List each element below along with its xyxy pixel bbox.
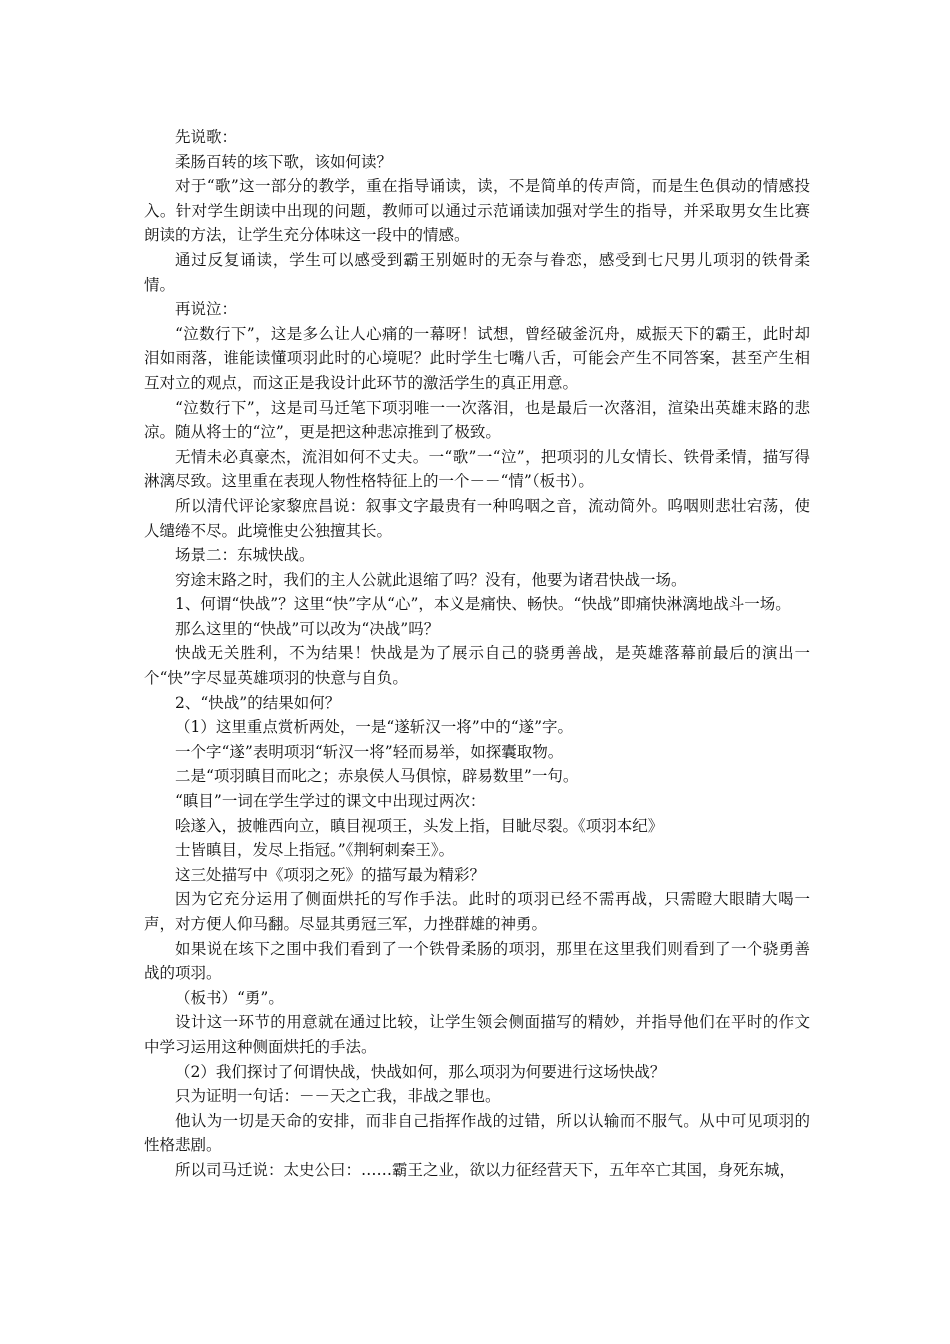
paragraph: （1）这里重点赏析两处，一是“遂斩汉一将”中的“遂”字。 bbox=[175, 718, 574, 737]
paragraph: 因为它充分运用了侧面烘托的写作手法。此时的项羽已经不需再战，只需瞪大眼睛大喝一声，对方便人仰马翻。尽显其勇冠三军，力挫群雄的神勇。 bbox=[144, 890, 810, 933]
paragraph: 对于“歌”这一部分的教学，重在指导诵读，读，不是简单的传声筒，而是生色俱动的情感投入。针对学生朗读中出现的问题，教师可以通过示范诵读加强对学生的指导，并采取男女生比赛朗读的方法，让学生充分体味这一段中的情感。 bbox=[144, 177, 810, 245]
paragraph: 这三处描写中《项羽之死》的描写最为精彩？ bbox=[175, 865, 486, 884]
paragraph: 通过反复诵读，学生可以感受到霸王别姬时的无奈与眷恋，感受到七尺男儿项羽的铁骨柔情。 bbox=[144, 250, 810, 294]
paragraph: 所以清代评论家黎庶昌说：叙事文字最贵有一种呜咽之音，流动简外。呜咽则悲壮宕荡，使人缱绻不尽。此境惟史公独擅其长。 bbox=[144, 496, 810, 540]
paragraph: 他认为一切是天命的安排，而非自己指挥作战的过错，所以认输而不服气。从中可见项羽的性格悲剧。 bbox=[144, 1111, 810, 1155]
paragraph: 穷途末路之时，我们的主人公就此退缩了吗？没有，他要为诸君快战一场。 bbox=[175, 570, 687, 589]
paragraph: 一个字“遂”表明项羽“斩汉一将”轻而易举，如探囊取物。 bbox=[175, 742, 564, 761]
paragraph: 1、何谓“快战”？这里“快”字从“心”，本义是痛快、畅快。“快战”即痛快淋漓地战斗一场。 bbox=[175, 595, 791, 614]
paragraph: 场景二：东城快战。 bbox=[175, 546, 315, 565]
paragraph: 士皆瞋目，发尽上指冠。”《荆轲刺秦王》。 bbox=[175, 841, 455, 860]
paragraph: 二是“项羽瞋目而叱之；赤泉侯人马俱惊，辟易数里”一句。 bbox=[175, 767, 579, 786]
paragraph: 所以司马迁说：太史公曰：……霸王之业，欲以力征经营天下，五年卒亡其国，身死东城， bbox=[175, 1160, 796, 1179]
paragraph: 如果说在垓下之围中我们看到了一个铁骨柔肠的项羽，那里在这里我们则看到了一个骁勇善战的项羽。 bbox=[144, 939, 810, 983]
paragraph: “泣数行下”，这是多么让人心痛的一幕呀！试想，曾经破釜沉舟，威振天下的霸王，此时却泪如雨落，谁能读懂项羽此时的心境呢？此时学生七嘴八舌，可能会产生不同答案，甚至产生相互对立的观点，而这正是我设计此环节的激活学生的真正用意。 bbox=[144, 324, 810, 392]
paragraph: 2、“快战”的结果如何？ bbox=[175, 693, 341, 712]
paragraph: “瞋目”一词在学生学过的课文中出现过两次： bbox=[175, 792, 486, 811]
paragraph: 先说歌： bbox=[175, 128, 238, 146]
paragraph: 那么这里的“快战”可以改为“决战”吗？ bbox=[175, 619, 440, 638]
paragraph: 快战无关胜利，不为结果！快战是为了展示自己的骁勇善战，是英雄落幕前最后的演出一个“快”字尽显英雄项羽的快意与自负。 bbox=[144, 644, 810, 688]
paragraph: 无情未必真豪杰，流泪如何不丈夫。一“歌”一“泣”，把项羽的儿女情长、铁骨柔情，描写得淋漓尽致。这里重在表现人物性格特征上的一个－－“情”（板书）。 bbox=[144, 447, 810, 491]
paragraph: “泣数行下”，这是司马迁笔下项羽唯一一次落泪，也是最后一次落泪，渲染出英雄末路的悲凉。随从将士的“泣”，更是把这种悲凉推到了极致。 bbox=[144, 398, 810, 442]
paragraph: 再说泣： bbox=[175, 300, 238, 319]
paragraph: （2）我们探讨了何谓快战，快战如何，那么项羽为何要进行这场快战？ bbox=[175, 1062, 666, 1081]
paragraph: （板书）“勇”。 bbox=[175, 988, 284, 1007]
paragraph: 设计这一环节的用意就在通过比较，让学生领会侧面描写的精妙，并指导他们在平时的作文中学习运用这种侧面烘托的手法。 bbox=[144, 1013, 810, 1056]
paragraph: 柔肠百转的垓下歌，该如何读？ bbox=[175, 152, 393, 171]
paragraph: 只为证明一句话：－－天之亡我，非战之罪也。 bbox=[175, 1087, 501, 1106]
document-body bbox=[144, 125, 810, 1183]
paragraph: 哙遂入，披帷西向立，瞋目视项王，头发上指，目眦尽裂。《项羽本纪》 bbox=[175, 816, 664, 835]
